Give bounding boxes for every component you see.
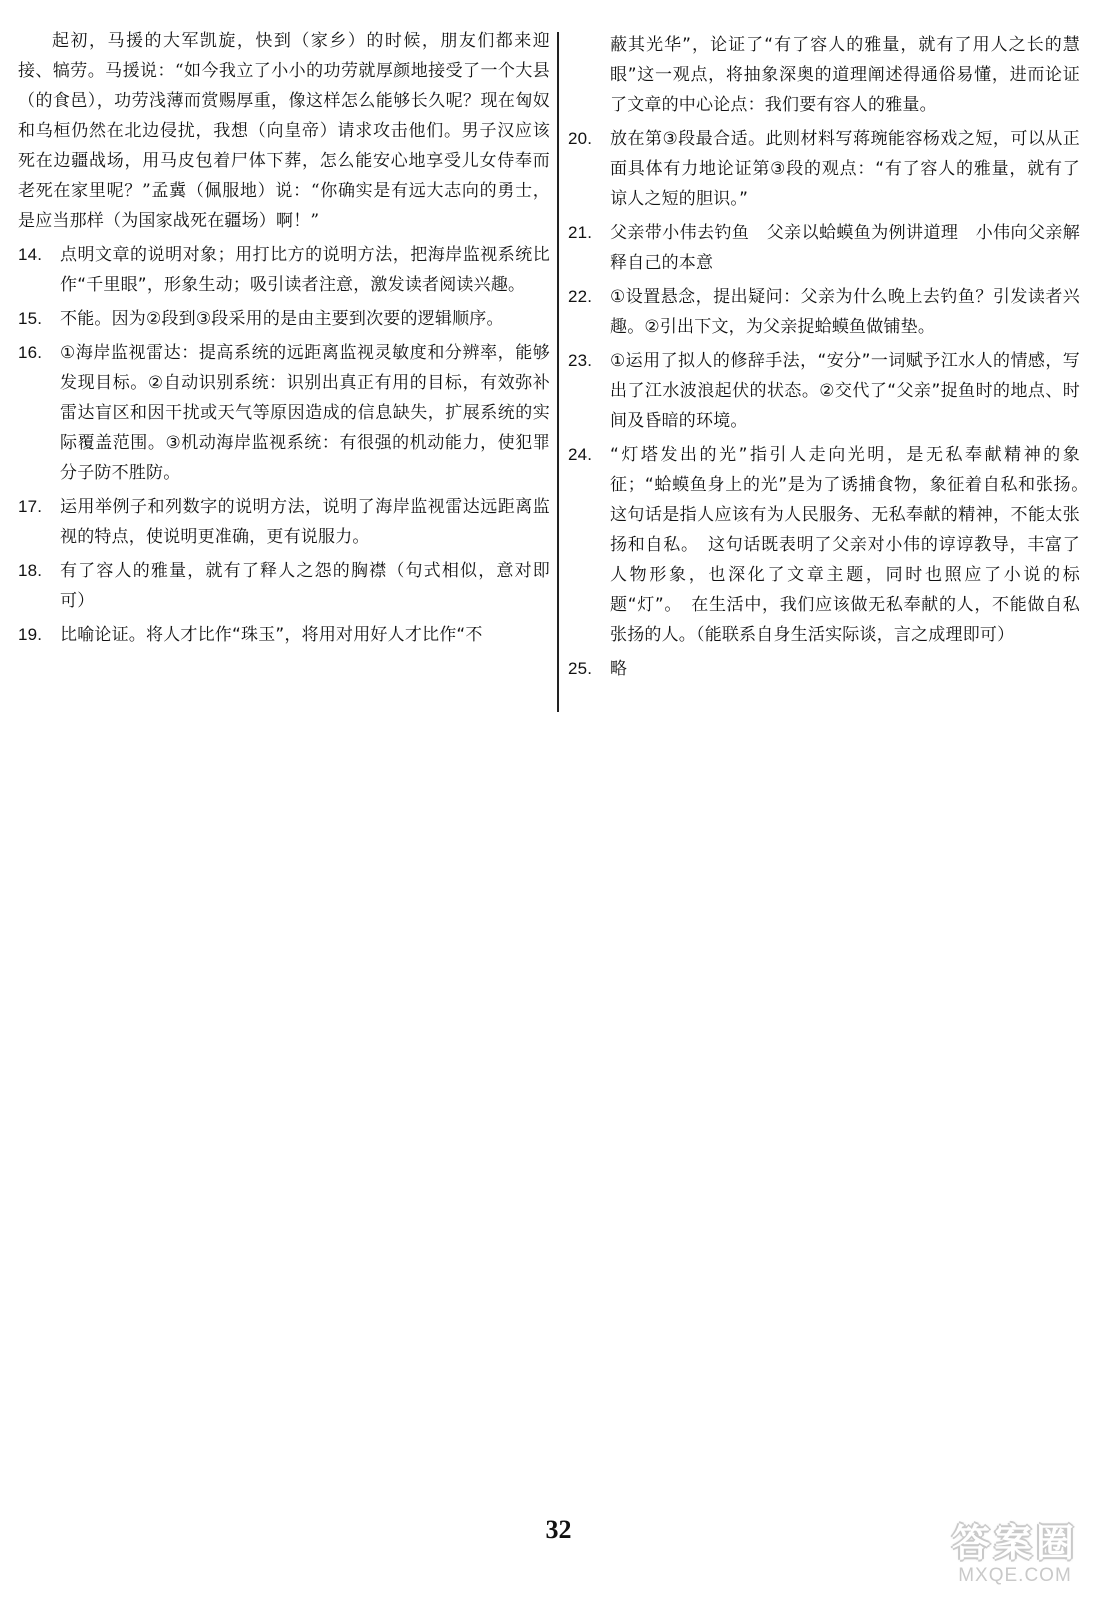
answer-number: 17. [18, 497, 43, 516]
watermark-logo: 答案圈 [951, 1520, 1078, 1565]
answer-item [568, 654, 1080, 684]
answer-number: 23. [568, 351, 593, 370]
answer-text: 父亲带小伟去钓鱼 父亲以蛤蟆鱼为例讲道理 小伟向父亲解释自己的本意 [610, 223, 1080, 273]
page-number: 32 [545, 1515, 572, 1544]
answer-text: “灯塔发出的光”指引人走向光明，是无私奉献精神的象征；“蛤蟆鱼身上的光”是为了诱捕食物，象征着自私和张扬。 这句话是指人应该有为人民服务、无私奉献的精神，不能太张扬和自私。 这句话既表明了父亲对小伟的谆谆教导，丰富了人物形象，也深化了文章主题，同时也照应了小说的标题“灯”。 在生活中，我们应该做无私奉献的人，不能做自私张扬的人。（能联系自身生活实际谈，言之成理即可） [610, 445, 1098, 645]
answer-item [568, 346, 1080, 436]
answer-text: 放在第③段最合适。此则材料写蒋琬能容杨戏之短，可以从正面具体有力地论证第③段的观点：“有了容人的雅量，就有了谅人之短的胆识。” [610, 129, 1080, 209]
answer-number: 19. [18, 625, 43, 644]
answer-item [18, 304, 550, 334]
answer-item [568, 440, 1098, 650]
answer-number: 20. [568, 129, 593, 148]
watermark-url: MXQE.COM [958, 1565, 1072, 1586]
answer-continuation [568, 30, 1080, 120]
answer-item [568, 282, 1080, 342]
answer-number: 24. [568, 445, 593, 464]
answer-item [18, 338, 550, 488]
answer-text: 比喻论证。将人才比作“珠玉”，将用对用好人才比作“不 [60, 625, 483, 645]
answer-number: 25. [568, 659, 593, 678]
answer-number: 15. [18, 309, 43, 328]
answer-number: 14. [18, 245, 43, 264]
answer-text: 略 [610, 659, 628, 679]
answer-text: 不能。因为②段到③段采用的是由主要到次要的逻辑顺序。 [60, 309, 504, 329]
watermark [925, 1515, 1105, 1590]
answer-item [18, 620, 550, 650]
answer-text: 有了容人的雅量，就有了释人之怨的胸襟（句式相似，意对即可） [60, 561, 550, 611]
column-divider [557, 32, 559, 712]
answer-text: ①海岸监视雷达：提高系统的远距离监视灵敏度和分辨率，能够发现目标。②自动识别系统：识别出真正有用的目标，有效弥补雷达盲区和因干扰或天气等原因造成的信息缺失，扩展系统的实际覆盖范围。③机动海岸监视系统：有很强的机动能力，使犯罪分子防不胜防。 [60, 343, 550, 483]
answer-text: ①设置悬念，提出疑问：父亲为什么晚上去钓鱼？引发读者兴趣。②引出下文，为父亲捉蛤蟆鱼做铺垫。 [610, 287, 1080, 337]
continuation-indent [568, 30, 610, 120]
answer-text: ①运用了拟人的修辞手法，“安分”一词赋予江水人的情感，写出了江水波浪起伏的状态。②交代了“父亲”捉鱼时的地点、时间及昏暗的环境。 [610, 351, 1080, 431]
left-column [18, 26, 550, 650]
answer-text: 运用举例子和列数字的说明方法，说明了海岸监视雷达远距离监视的特点，使说明更准确，更有说服力。 [60, 497, 550, 547]
answer-number: 18. [18, 561, 43, 580]
answer-text: 蔽其光华”，论证了“有了容人的雅量，就有了用人之长的慧眼”这一观点，将抽象深奥的道理阐述得通俗易懂，进而论证了文章的中心论点：我们要有容人的雅量。 [610, 35, 1080, 115]
answer-number: 16. [18, 343, 43, 362]
answer-text: 点明文章的说明对象；用打比方的说明方法，把海岸监视系统比作“千里眼”，形象生动；吸引读者注意，激发读者阅读兴趣。 [60, 245, 550, 295]
answer-item [568, 218, 1080, 278]
answer-number: 21. [568, 223, 593, 242]
translation-paragraph: 起初，马援的大军凯旋，快到（家乡）的时候，朋友们都来迎接、犒劳。马援说：“如今我立了小小的功劳就厚颜地接受了一个大县（的食邑），功劳浅薄而赏赐厚重，像这样怎么能够长久呢？现在匈奴和乌桓仍然在北边侵扰，我想（向皇帝）请求攻击他们。男子汉应该死在边疆战场，用马皮包着尸体下葬，怎么能安心地享受儿女侍奉而老死在家里呢？”孟冀（佩服地）说：“你确实是有远大志向的勇士，是应当那样（为国家战死在疆场）啊！” [18, 31, 550, 231]
answer-item [568, 124, 1080, 214]
answer-item [18, 240, 550, 300]
answer-number: 22. [568, 287, 593, 306]
answer-item [18, 556, 550, 616]
answer-item [18, 492, 550, 552]
right-column [568, 26, 1098, 684]
